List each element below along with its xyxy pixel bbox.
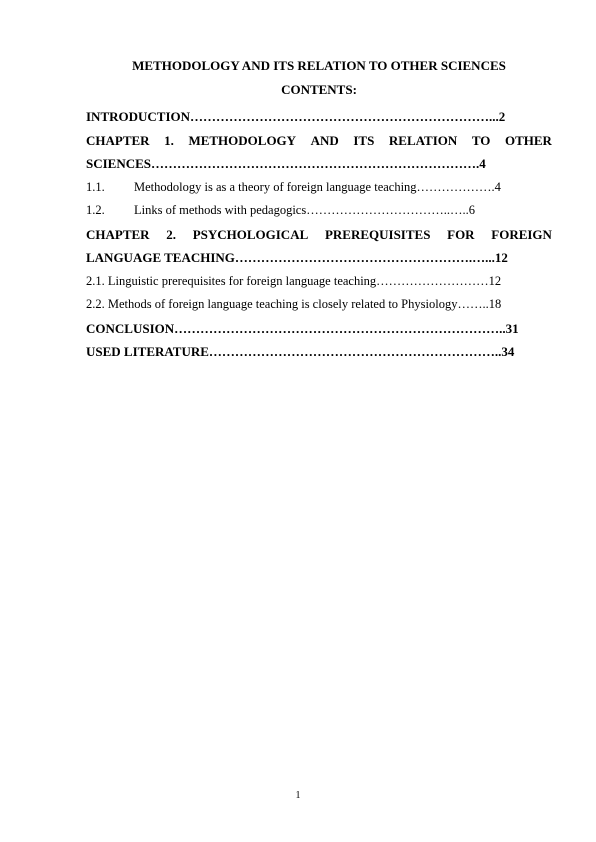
toc-item-text: Links of methods with pedagogics……………………………..…..6 (134, 203, 475, 217)
toc-item-1-2 (86, 199, 552, 223)
toc-chapter-1-word: OTHER (504, 132, 552, 148)
toc-item-1-1 (86, 176, 552, 200)
toc-chapter-1-line-1 (86, 129, 552, 153)
toc-chapter-1-word: RELATION (388, 132, 458, 148)
table-of-contents (86, 105, 552, 364)
toc-chapter-1-word: AND (310, 132, 339, 148)
toc-chapter-1-word: 1. (164, 132, 174, 148)
toc-item-number: 1.2. (86, 203, 105, 217)
toc-chapter-1-word: METHODOLOGY (188, 132, 297, 148)
contents-heading: CONTENTS: (281, 82, 357, 97)
document-title: METHODOLOGY AND ITS RELATION TO OTHER SCIENCES (132, 58, 506, 73)
toc-chapter-2-word: CHAPTER (86, 226, 150, 242)
toc-chapter-1-line-2: SCIENCES………………………………………………………………….4 (86, 156, 486, 171)
toc-chapter-2-word: PREREQUISITES (324, 226, 431, 242)
page-number: 1 (295, 790, 301, 801)
toc-conclusion: CONCLUSION…………………………………………………………………..31 (86, 320, 519, 336)
toc-chapter-2-word: 2. (166, 226, 176, 242)
toc-chapter-2-line-2: LANGUAGE TEACHING……………………………………………….…...12 (86, 250, 508, 265)
toc-introduction: INTRODUCTION……………………………………………………………...2 (86, 109, 506, 124)
toc-item-number: 1.1. (86, 179, 105, 194)
toc-item-2-1: 2.1. Linguistic prerequisites for foreign language teaching………………………12 (86, 273, 502, 288)
toc-chapter-2-word: PSYCHOLOGICAL (192, 226, 309, 242)
toc-chapter-1-word: TO (471, 132, 491, 148)
toc-item-text: Methodology is as a theory of foreign language teaching……………….4 (134, 179, 501, 194)
toc-chapter-2-word: FOREIGN (491, 226, 552, 242)
toc-item-2-2: 2.2. Methods of foreign language teaching is closely related to Physiology……..18 (86, 297, 502, 311)
toc-used-literature: USED LITERATURE…………………………………………………………..34 (86, 344, 515, 359)
toc-chapter-1-word: CHAPTER (86, 132, 150, 148)
toc-chapter-2-word: FOR (447, 226, 475, 242)
toc-chapter-1-word: ITS (353, 132, 375, 148)
toc-chapter-2-line-1 (86, 223, 552, 247)
